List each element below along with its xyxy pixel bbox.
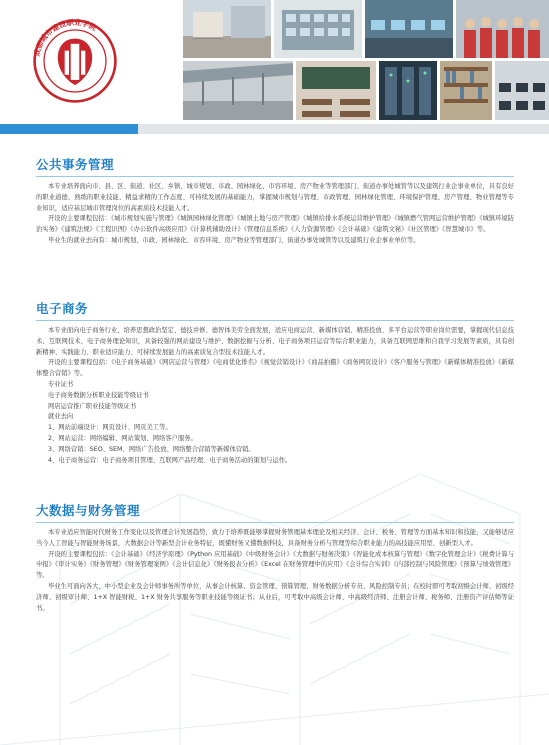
paragraph: 毕业生的就业去向有：城市规划、市政、园林绿化、市容环境、房产物业等管理部门、街道办事处城管等以及建筑行业企事业单位等。: [48, 236, 420, 244]
list-item: 4、电子商务运营：电子商务项目管理、互联网产品经理、电子商务活动的策划与运作。: [48, 456, 292, 464]
computer-classroom-photo: [495, 61, 549, 120]
list-item: 3、网络营销：SEO、SEM、网络广告投放、网络整合营销等新媒体营销。: [48, 445, 255, 453]
list-item: 专业证书: [48, 380, 74, 388]
section-title: 公共事务管理: [36, 157, 115, 172]
info-list: [36, 380, 514, 466]
office-building-photo: [274, 0, 362, 58]
section-rule: [36, 522, 514, 523]
section-public-affairs: [36, 156, 514, 247]
section-title: 电子商务: [36, 301, 89, 316]
computer-lab-photo: [365, 0, 453, 58]
list-item: 就业去向: [48, 413, 74, 421]
paragraph: 开设的主要课程包括：《城市规划实施与管理》《城镇园林绿化管理》《城镇土地与房产管理》《城镇给排水系统运营维护管理》《城镇燃气管网运营维护管理》《城镇环境防治实务》《建筑法规》《工程识图》《办公软件高级应用》《计算机辅助设计》《管理信息系统》《人力资源管理》《会计基础》《建筑文秘》《社区管理》《智慧城市》等。: [36, 215, 514, 234]
paragraph: 开设的主要课程包括：《会计基础》《经济学原理》《Python 应用基础》《中级财务会计》《大数据与财务决策》《智能化成本核算与管理》《数字化管理会计》《税费计算与申报》《审计实务》《财务管理》《财务管理案例》《会计信息化》《财务报表分析》《Excel 在财务管理中的应用》《会计综合实训》《内部控制与风险管理》《预算与绩效管理》等。: [36, 550, 514, 580]
section-title: 大数据与财务管理: [36, 503, 141, 518]
paragraph: 本专业面向电子商务行业，培养思想政治坚定、德技并修、德智体美劳全面发展，适应电商运营、新媒体营销、精准投放、多平台运营等职业岗位需要，掌握现代信息技术、互联网技术、电子商务理论知识，具备较强的网站建设与维护、数据挖掘与分析、电子商务项目运营等综合职业能力，具备互联网思维和自我学习发展等素质，具有创新精神、实践能力、职业适应能力、可持续发展能力的高素质复合型技术技能人才。: [36, 327, 514, 356]
section-e-commerce: [36, 300, 514, 466]
list-item: 电子商务数据分析职业技能等级证书: [48, 391, 149, 399]
seal-ring-text: 成都城市建设职业学院: [32, 18, 99, 57]
photo-collage: [183, 0, 549, 120]
section-rule: [36, 176, 514, 177]
accent-bar: [0, 124, 138, 134]
list-item: 网店运营推广职业技能等级证书: [48, 402, 137, 410]
paragraph: 毕业生可面向各大、中小型企业及会计师事务所等单位，从事会计核算、资金管理、预算管理、财务数据分析专员、风险控制专员；在校时即可考取初级会计师、初级经济师、初级审计师、1+X 智能财税、1+X 财务共享服务等职业技能等级证书；从业后，可考取中高级会计师、中高级经济师、注册会计师、税务师、注册资产评估师等证书。: [36, 582, 514, 612]
construction-site-photo: [183, 0, 271, 58]
list-item: 1、网站前端设计：网页设计、网页美工等。: [48, 424, 172, 432]
section-rule: [36, 320, 514, 321]
logo-area: [0, 0, 180, 120]
paragraph: 本专业适应智能时代财务工作变化以及管理会计发展趋势，致力于培养既能够掌握财务管理基本理论及相关经济、会计、税务、管理等方面基本知识和技能，又能够适应当今人工智能与智能财务场景，大数据会计等新型会计业务特征，既懂财务又懂数据科技，具备财务分析与管理等综合职业能力的高技能应用型、创新型人才。: [36, 529, 514, 547]
divider-bar: [138, 124, 549, 134]
section-big-data-finance: [36, 502, 514, 614]
industrial-hall-photo: [183, 61, 293, 120]
server-room-photo: [379, 61, 437, 120]
paragraph: 本专业培养面向市、县、区、街道、社区、乡镇，城市规划、市政、园林绿化、市容环境、房产物业等管理部门、街道办事处城管等以及建筑行业企事业单位，具有良好的职业道德、熟练的职业技能、精益求精的工作态度、可持续发展的基础能力，掌握城市规划与管理、市政管理、园林绿化管理、环境保护管理、房产管理、物业管理等专业知识，适应基层城市管理岗位的高素质技术技能人才。: [36, 183, 514, 212]
paragraph: 开设的主要课程包括：《电子商务基础》《网店运营与管理》《电商优化排名》《视觉营销设计》《商品拍摄》《商务网页设计》《客户服务与管理》《新媒体精准投放》《新媒体整合营销》等。: [36, 359, 514, 378]
library-photo: [440, 61, 492, 120]
students-group-photo: [456, 0, 549, 58]
classroom-photo: [296, 61, 376, 120]
header-banner: [0, 0, 549, 120]
main-content: [0, 134, 549, 745]
list-item: 2、网站运营：网络编辑、网站策划、网络客户服务。: [48, 434, 197, 442]
college-seal-icon: [32, 18, 118, 104]
